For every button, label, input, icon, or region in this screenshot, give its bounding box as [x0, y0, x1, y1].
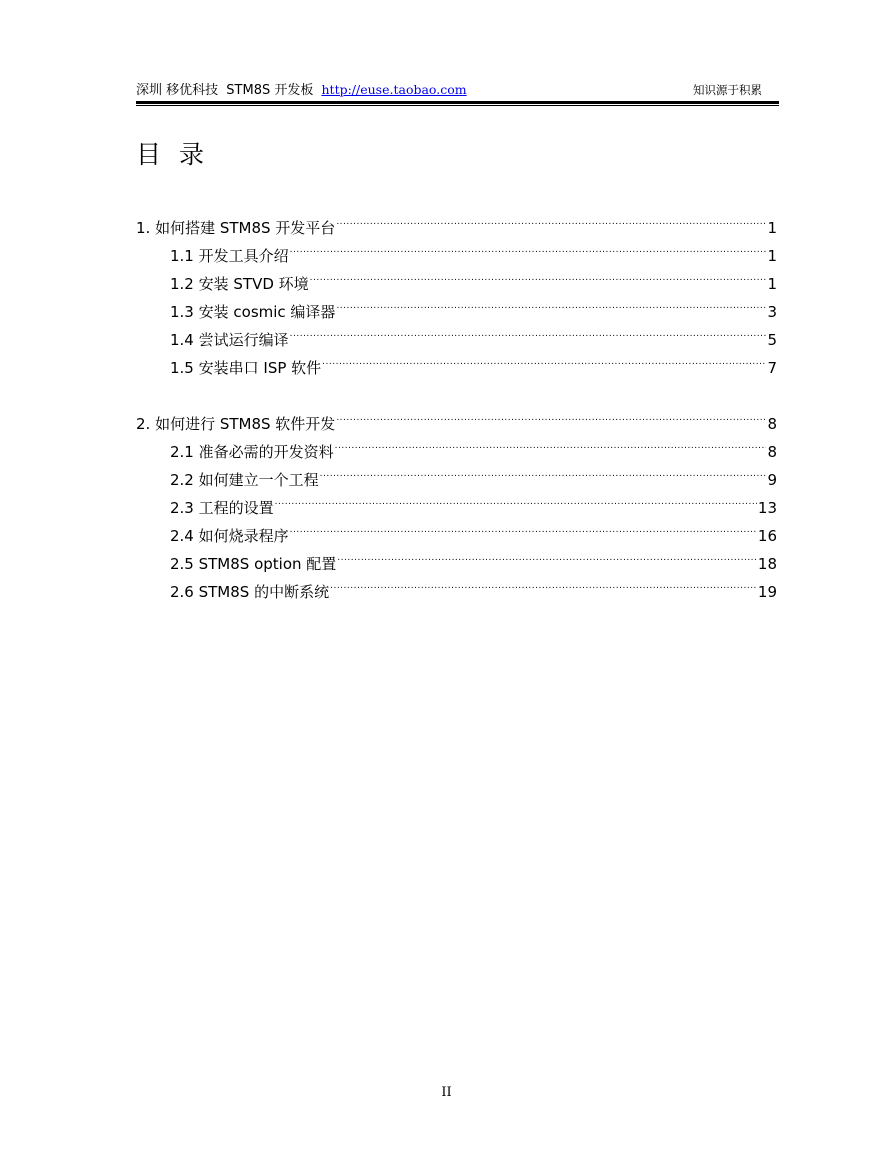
toc-entry-label: 2.6 STM8S 的中断系统 — [170, 583, 330, 601]
toc-entry-label: 2.3 工程的设置 — [170, 499, 274, 517]
toc-entry-page: 8 — [767, 415, 777, 433]
table-of-contents — [136, 205, 777, 601]
toc-section-2 — [136, 401, 777, 601]
toc-leader-dots — [335, 429, 767, 457]
toc-entry-label: 2.5 STM8S option 配置 — [170, 555, 337, 573]
toc-leader-dots — [275, 485, 757, 513]
toc-entry-label: 1. 如何搭建 STM8S 开发平台 — [136, 219, 336, 237]
header-product: STM8S 开发板 — [226, 83, 314, 98]
toc-leader-dots — [330, 569, 757, 597]
toc-entry-page: 19 — [757, 583, 777, 601]
toc-entry-page: 8 — [767, 443, 777, 461]
toc-title: 目录 — [136, 140, 223, 169]
toc-leader-dots — [336, 401, 766, 429]
toc-entry-label: 1.2 安装 STVD 环境 — [170, 275, 309, 293]
page-number: II — [441, 1085, 452, 1100]
header-rule-thin — [136, 105, 779, 106]
toc-entry-page: 1 — [767, 247, 777, 265]
toc-entry-page: 1 — [767, 219, 777, 237]
toc-entry[interactable] — [136, 205, 777, 237]
toc-leader-dots — [336, 289, 766, 317]
toc-entry-page: 9 — [767, 471, 777, 489]
toc-entry-label: 1.5 安装串口 ISP 软件 — [170, 359, 322, 377]
toc-entry-label: 1.4 尝试运行编译 — [170, 331, 289, 349]
toc-entry-page: 5 — [767, 331, 777, 349]
header-url-link[interactable]: http://euse.taobao.com — [321, 82, 467, 97]
toc-entry-label: 2.1 准备必需的开发资料 — [170, 443, 334, 461]
toc-entry-page: 3 — [767, 303, 777, 321]
toc-entry-label: 2. 如何进行 STM8S 软件开发 — [136, 415, 336, 433]
toc-leader-dots — [290, 233, 767, 261]
header-left — [136, 80, 467, 101]
toc-leader-dots — [290, 317, 767, 345]
toc-entry-label: 2.2 如何建立一个工程 — [170, 471, 319, 489]
toc-leader-dots — [290, 513, 757, 541]
toc-entry-page: 1 — [767, 275, 777, 293]
toc-leader-dots — [322, 345, 766, 373]
header-motto: 知识源于积累 — [693, 83, 762, 97]
toc-entry-label: 2.4 如何烧录程序 — [170, 527, 289, 545]
toc-leader-dots — [310, 261, 767, 289]
toc-section-1 — [136, 205, 777, 377]
toc-entry-page: 13 — [757, 499, 777, 517]
header-rule-thick — [136, 101, 779, 104]
toc-leader-dots — [337, 541, 757, 569]
toc-entry-label: 1.1 开发工具介绍 — [170, 247, 289, 265]
toc-leader-dots — [336, 205, 766, 233]
toc-entry-page: 16 — [757, 527, 777, 545]
toc-entry-page: 7 — [767, 359, 777, 377]
page-header — [136, 80, 779, 100]
toc-entry-page: 18 — [757, 555, 777, 573]
toc-entry-label: 1.3 安装 cosmic 编译器 — [170, 303, 336, 321]
header-company: 深圳 移优科技 — [136, 83, 219, 98]
toc-leader-dots — [320, 457, 767, 485]
toc-entry[interactable] — [136, 401, 777, 433]
